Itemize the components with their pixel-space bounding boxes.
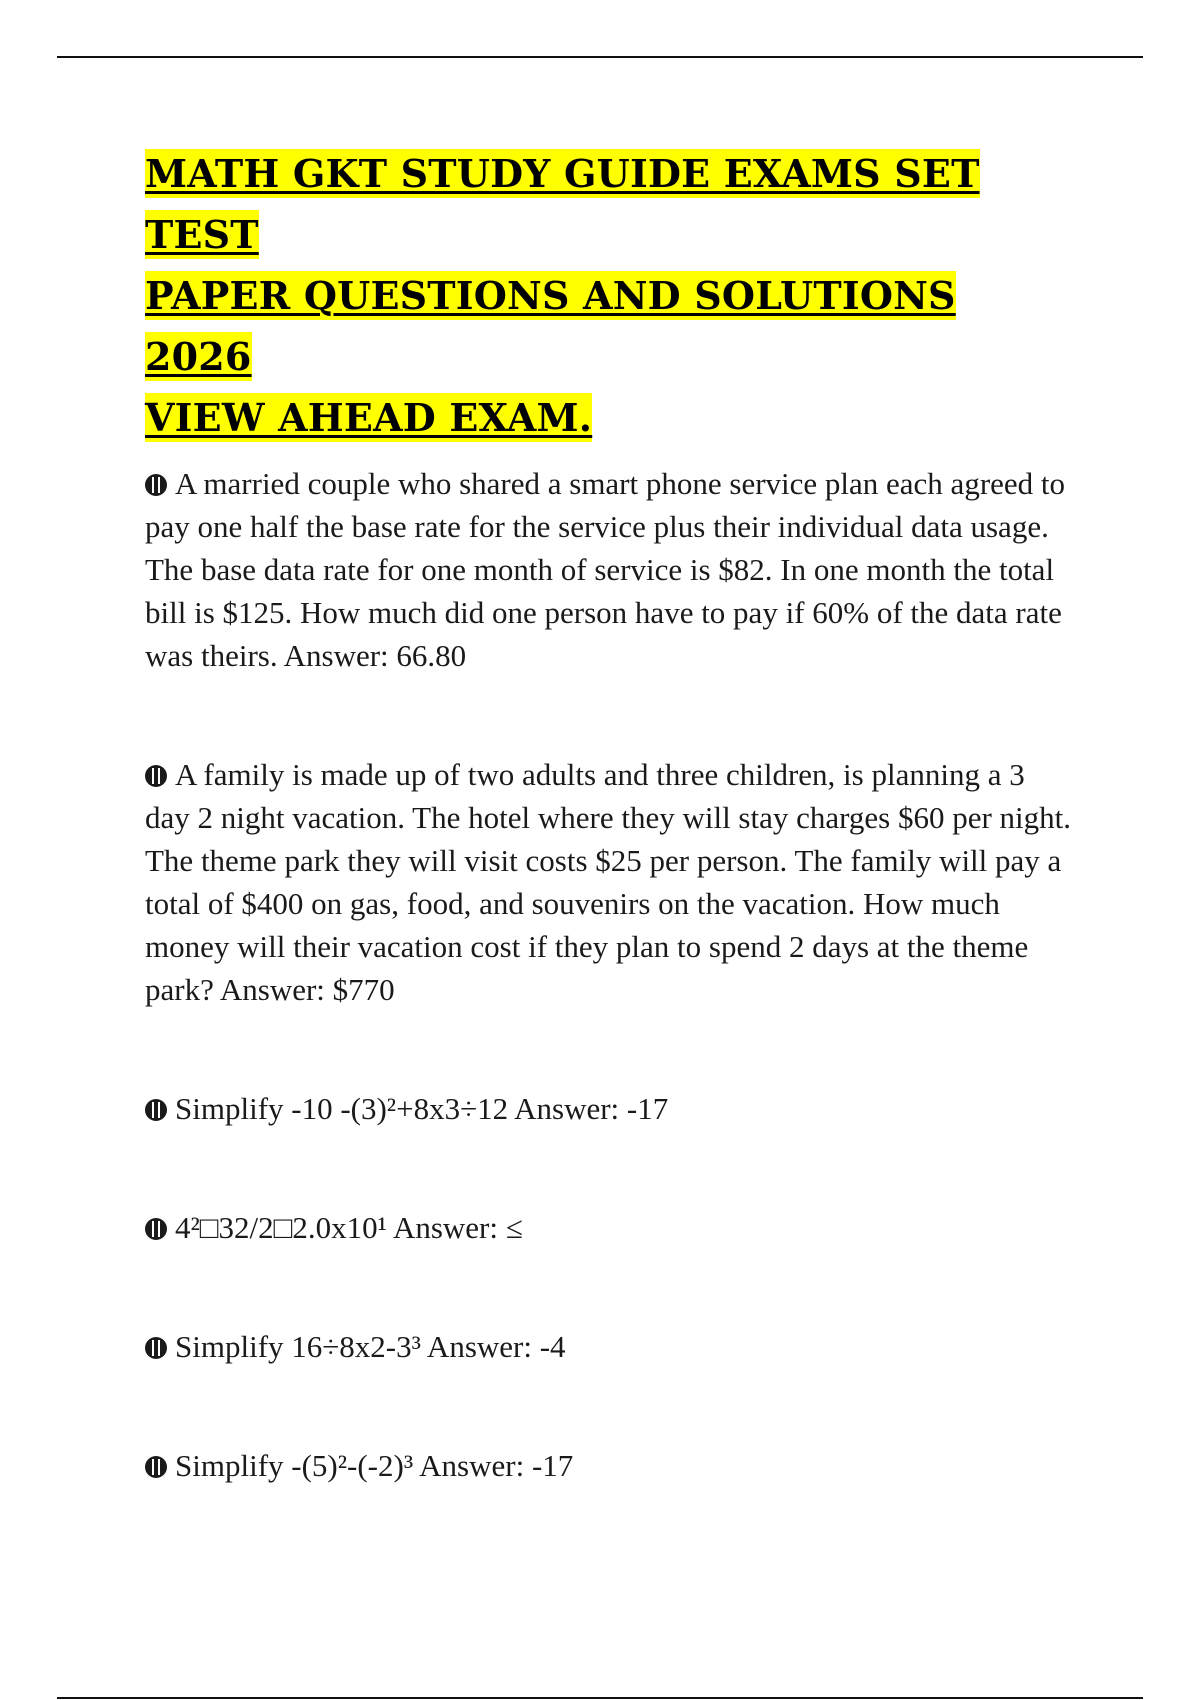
circle-bullet-icon	[145, 1099, 167, 1121]
question-item-6	[145, 1444, 1075, 1487]
question-text-2: A family is made up of two adults and three children, is planning a 3 day 2 night vacation. The hotel where they will stay charges $60 per night. The theme park they will visit costs $25 per person. The family will pay a total of $400 on gas, food, and souvenirs on the vacation. How much money will their vacation cost if they plan to spend 2 days at the theme park? Answer: $770	[145, 757, 1072, 1007]
circle-bullet-icon	[145, 765, 167, 787]
title-line-3: VIEW AHEAD EXAM.	[145, 395, 593, 440]
question-item-4	[145, 1206, 1075, 1249]
question-item-2	[145, 753, 1075, 1011]
question-text-4: 4²□32/2□2.0x10¹ Answer: ≤	[175, 1210, 523, 1245]
page-title	[145, 143, 1045, 448]
question-item-3	[145, 1087, 1075, 1130]
question-item-5	[145, 1325, 1075, 1368]
circle-bullet-icon	[145, 1337, 167, 1359]
bottom-rule	[57, 1697, 1143, 1699]
question-text-3: Simplify -10 -(3)²+8x3÷12 Answer: -17	[175, 1091, 669, 1126]
question-text-1: A married couple who shared a smart phone service plan each agreed to pay one half the base rate for the service plus their individual data usage. The base data rate for one month of service is $82. In one month the total bill is $125. How much did one person have to pay if 60% of the data rate was theirs. Answer: 66.80	[145, 466, 1066, 673]
top-rule	[57, 56, 1143, 58]
title-line-1: MATH GKT STUDY GUIDE EXAMS SET TEST	[145, 151, 980, 257]
circle-bullet-icon	[145, 474, 167, 496]
title-line-2: PAPER QUESTIONS AND SOLUTIONS 2026	[145, 273, 956, 379]
question-item-1	[145, 462, 1075, 677]
circle-bullet-icon	[145, 1218, 167, 1240]
question-text-6: Simplify -(5)²-(-2)³ Answer: -17	[175, 1448, 574, 1483]
question-text-5: Simplify 16÷8x2-3³ Answer: -4	[175, 1329, 566, 1364]
circle-bullet-icon	[145, 1456, 167, 1478]
